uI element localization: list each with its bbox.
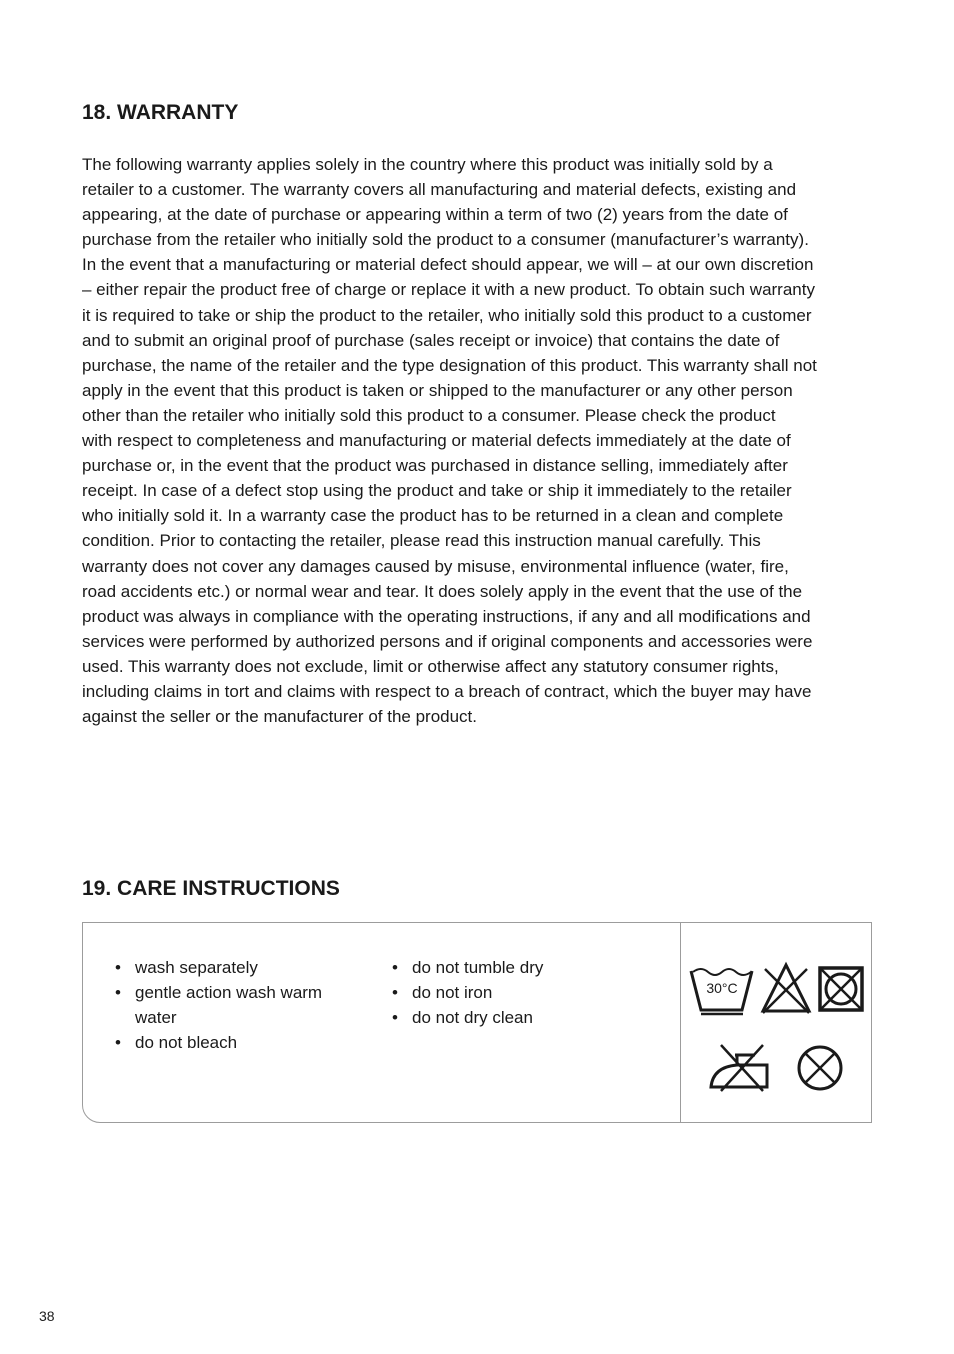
wash-30c-icon (689, 963, 755, 1015)
warranty-text-line: condition. Prior to contacting the retailer, please read this instruction manual carefully. This (82, 531, 761, 551)
warranty-text (82, 152, 882, 729)
care-symbols-panel (681, 923, 871, 1122)
warranty-text-line: including claims in tort and claims with respect to a breach of contract, which the buyer may have (82, 681, 812, 701)
warranty-text-line: purchase or, in the event that the product was purchased in distance selling, immediately after (82, 456, 788, 476)
care-item-no-iron: • do not iron (392, 980, 632, 1005)
care-item-no-tumble-dry: • do not tumble dry (392, 955, 632, 980)
warranty-text-line: purchase from the retailer who initially sold the product to a consumer (manufacturer’s warranty). (82, 230, 809, 250)
no-bleach-icon (759, 961, 813, 1015)
warranty-text-line: appearing, at the date of purchase or appearing within a term of two (2) years from the date of (82, 205, 788, 225)
warranty-text-line: other than the retailer who initially sold this product to a consumer. Please check the product (82, 405, 776, 425)
no-tumble-dry-icon (817, 965, 865, 1013)
warranty-text-line: The following warranty applies solely in the country where this product was initially sold by a (82, 155, 773, 174)
care-item-no-bleach: • do not bleach (115, 1030, 355, 1055)
wash-temperature-label: 30°C (706, 980, 738, 996)
warranty-text-line: apply in the event that this product is taken or shipped to the manufacturer or any other person (82, 380, 793, 400)
warranty-text-line: used. This warranty does not exclude, limit or otherwise affect any statutory consumer rights, (82, 656, 779, 676)
care-item-gentle-wash: • gentle action wash warm water (115, 980, 355, 1030)
warranty-text-line: warranty does not cover any damages caused by misuse, environmental influence (water, fire, (82, 556, 789, 576)
no-iron-icon (707, 1043, 769, 1093)
page-number: 38 (39, 1308, 55, 1324)
warranty-text-line: with respect to completeness and manufacturing or material defects immediately at the date of (82, 431, 791, 451)
warranty-text-line: In the event that a manufacturing or material defect should appear, we will – at our own discretion (82, 255, 814, 275)
warranty-text-line: purchase, the name of the retailer and the type designation of this product. This warranty shall not (82, 355, 817, 375)
warranty-text-line: who initially sold it. In a warranty case the product has to be returned in a clean and complete (82, 506, 784, 526)
warranty-text-line: services were performed by authorized persons and if original components and accessories were (82, 631, 813, 651)
care-instructions-box (82, 922, 872, 1123)
care-item-no-dry-clean: • do not dry clean (392, 1005, 632, 1030)
warranty-heading: 18. WARRANTY (82, 101, 239, 124)
warranty-text-line: it is required to take or ship the product to the retailer, who initially sold this product to a customer (82, 305, 812, 325)
warranty-text-line: road accidents etc.) or normal wear and tear. It does solely apply in the event that the use of the (82, 581, 803, 601)
care-list-left (115, 955, 355, 1055)
care-list-right (392, 955, 632, 1030)
warranty-text-line: – either repair the product free of charge or replace it with a new product. To obtain such warranty (82, 280, 815, 300)
no-dry-clean-icon (795, 1043, 845, 1093)
warranty-text-line: and to submit an original proof of purchase (sales receipt or invoice) that contains the date of (82, 330, 780, 350)
care-instructions-heading: 19. CARE INSTRUCTIONS (82, 877, 340, 900)
warranty-text-line: product was always in compliance with the operating instructions, if any and all modifications and (82, 606, 811, 626)
warranty-text-line: receipt. In case of a defect stop using the product and take or ship it immediately to the retailer (82, 481, 792, 501)
warranty-text-line: against the seller or the manufacturer of the product. (82, 707, 478, 727)
warranty-text-line: retailer to a customer. The warranty covers all manufacturing and material defects, existing and (82, 180, 797, 200)
care-item-wash-separately: • wash separately (115, 955, 355, 980)
